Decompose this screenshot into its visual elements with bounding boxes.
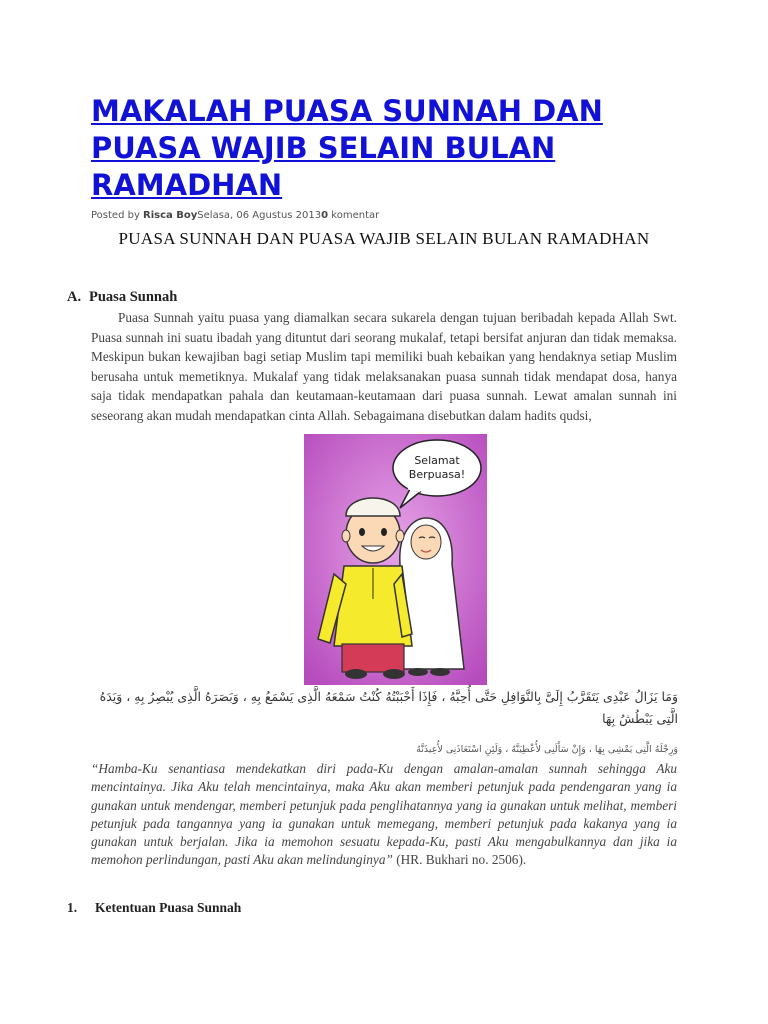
- hadith-reference: (HR. Bukhari no. 2506).: [392, 852, 527, 868]
- arabic-hadith-line-2: وَرِجْلَهُ الَّتِى يَمْشِى بِهَا ، وَإِنْ سَأَلَنِى لأُعْطِيَنَّهُ ، وَلَئِنِ اسْتَعَاذَنِى لأُعِيذَنَّهُ: [416, 744, 678, 755]
- author-link[interactable]: Risca Boy: [143, 210, 198, 221]
- subsection-heading-1: [67, 900, 241, 916]
- hadith-translation-text: “Hamba-Ku senantiasa mendekatkan diri pada-Ku dengan amalan-amalan sunnah sehingga Aku mencintainya. Jika Aku telah mencintainya, maka Aku akan memberi petunjuk pada pendengaran yang ia gunakan untuk mendengar, memberi petunjuk pada penglihatannya yang ia gunakan untuk melihat, memberi petunjuk pada tangannya yang ia gunakan untuk memegang, memberi petunjuk pada kakanya yang ia gunakan untuk berjalan. Jika ia memohon sesuatu kepada-Ku, pasti Aku mengabulkannya dan jika ia memohon perlindungan, pasti Aku akan melindunginya”: [91, 761, 677, 868]
- speech-text-line1: Selamat: [414, 454, 460, 467]
- post-title-link[interactable]: MAKALAH PUASA SUNNAH DAN PUASA WAJIB SELAIN BULAN RAMADHAN: [91, 94, 603, 202]
- post-date[interactable]: Selasa, 06 Agustus 2013: [197, 210, 322, 221]
- comment-count[interactable]: 0: [321, 210, 329, 221]
- intro-paragraph: Puasa Sunnah yaitu puasa yang diamalkan secara sukarela dengan tujuan beribadah kepada Allah Swt. Puasa sunnah ini suatu ibadah yang dituntut dari seorang mukalaf, tetapi bersifat anjuran dan tidak memaksa. Meskipun bukan kewajiban bagi setiap Muslim tapi memiliki buah kebaikan yang hendaknya setiap Muslim berusaha untuk memetiknya. Mukalaf yang tidak melaksanakan puasa sunnah tidak mendapat dosa, hanya saja tidak mendapatkan pahala dan keutamaan-keutamaan dari puasa sunnah. Lewat amalan sunnah ini seseorang akan mudah mendapatkan cinta Allah. Sebagaimana disebutkan dalam hadits qudsi,: [91, 310, 677, 423]
- document-heading: PUASA SUNNAH DAN PUASA WAJIB SELAIN BULAN RAMADHAN: [118, 229, 650, 248]
- posted-by-label: Posted by: [91, 210, 144, 221]
- section-number: A.: [67, 289, 82, 305]
- hadith-translation: [91, 760, 677, 870]
- selamat-berpuasa-illustration: [304, 434, 487, 685]
- section-heading-a: [67, 289, 177, 306]
- speech-text-line2: Berpuasa!: [408, 468, 466, 481]
- arabic-hadith-line-1: وَمَا يَزَالُ عَبْدِى يَتَقَرَّبُ إِلَىَّ بِالنَّوَافِلِ حَتَّى أُحِبَّهُ ، فَإِذَا أَحْبَبْتُهُ كُنْتُ سَمْعَهُ الَّذِى يَسْمَعُ بِهِ ، وَبَصَرَهُ الَّذِى يُبْصِرُ بِهِ ، وَيَدَهُ الَّتِى يَبْطُشُ بِهَا: [99, 689, 678, 726]
- post-meta: [91, 210, 379, 221]
- subsection-title: Ketentuan Puasa Sunnah: [95, 900, 242, 915]
- comment-label[interactable]: komentar: [328, 210, 380, 221]
- section-title: Puasa Sunnah: [89, 289, 178, 305]
- subsection-number: 1.: [67, 900, 78, 915]
